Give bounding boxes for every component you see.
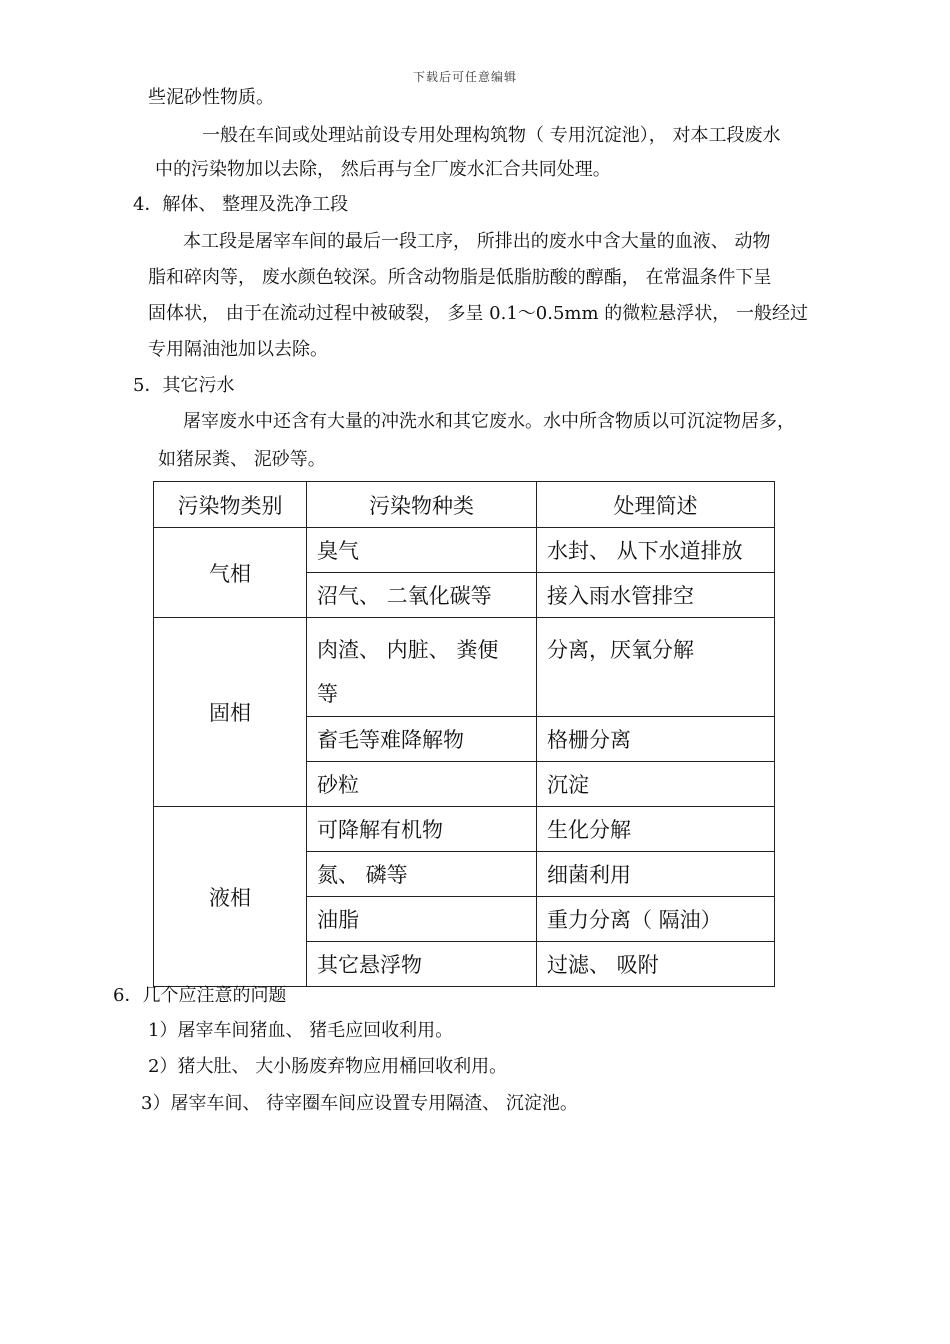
paragraph-line: 如猪尿粪、 泥砂等。 — [158, 449, 326, 470]
paragraph-line: 专用隔油池加以去除。 — [148, 339, 328, 360]
treatment-cell: 水封、 从下水道排放 — [537, 528, 775, 573]
type-cell — [307, 618, 537, 717]
table-row — [154, 528, 775, 573]
treatment-cell: 接入雨水管排空 — [537, 573, 775, 618]
paragraph-line: 中的污染物加以去除， 然后再与全厂废水汇合共同处理。 — [155, 159, 611, 180]
treatment-cell: 生化分解 — [537, 807, 775, 852]
type-cell: 可降解有机物 — [307, 807, 537, 852]
type-cell: 沼气、 二氧化碳等 — [307, 573, 537, 618]
header-type: 污染物种类 — [307, 482, 537, 528]
type-cell: 畜毛等难降解物 — [307, 717, 537, 762]
list-item: 2）猪大肚、 大小肠废弃物应用桶回收利用。 — [148, 1056, 508, 1077]
treatment-cell: 格栅分离 — [537, 717, 775, 762]
type-cell: 油脂 — [307, 897, 537, 942]
header-category: 污染物类别 — [154, 482, 307, 528]
pollutant-table — [153, 481, 775, 987]
table-row — [154, 618, 775, 717]
type-cell-line: 等 — [317, 682, 338, 706]
category-cell: 固相 — [154, 618, 307, 807]
paragraph-line: 固体状， 由于在流动过程中被破裂， 多呈 0.1～0.5mm 的微粒悬浮状， 一般经过 — [148, 303, 808, 324]
table-header-row — [154, 482, 775, 528]
section-heading-6: 6．几个应注意的问题 — [113, 985, 287, 1006]
treatment-cell: 重力分离（ 隔油） — [537, 897, 775, 942]
table-row — [154, 807, 775, 852]
treatment-cell: 沉淀 — [537, 762, 775, 807]
list-item: 1）屠宰车间猪血、 猪毛应回收利用。 — [148, 1020, 454, 1041]
type-cell: 砂粒 — [307, 762, 537, 807]
type-cell: 其它悬浮物 — [307, 942, 537, 987]
treatment-cell: 分离，厌氧分解 — [537, 618, 775, 717]
treatment-cell: 细菌利用 — [537, 852, 775, 897]
treatment-cell: 过滤、 吸附 — [537, 942, 775, 987]
header-treatment: 处理简述 — [537, 482, 775, 528]
paragraph-line: 屠宰废水中还含有大量的冲洗水和其它废水。水中所含物质以可沉淀物居多， — [183, 411, 795, 432]
download-watermark: 下载后可任意编辑 — [413, 70, 518, 84]
paragraph-line: 一般在车间或处理站前设专用处理构筑物（ 专用沉淀池）， 对本工段废水 — [202, 125, 781, 146]
category-cell: 气相 — [154, 528, 307, 618]
section-heading-4: 4．解体、 整理及洗净工段 — [133, 194, 349, 215]
paragraph-continuation: 些泥砂性物质。 — [148, 87, 274, 108]
paragraph-line: 本工段是屠宰车间的最后一段工序， 所排出的废水中含大量的血液、 动物 — [183, 231, 771, 252]
type-cell-line: 肉渣、 内脏、 粪便 — [317, 638, 499, 662]
category-cell: 液相 — [154, 807, 307, 987]
type-cell: 臭气 — [307, 528, 537, 573]
list-item: 3）屠宰车间、 待宰圈车间应设置专用隔渣、 沉淀池。 — [141, 1093, 578, 1114]
paragraph-line: 脂和碎肉等， 废水颜色较深。所含动物脂是低脂肪酸的醇酯， 在常温条件下呈 — [148, 267, 772, 288]
type-cell: 氮、 磷等 — [307, 852, 537, 897]
section-heading-5: 5．其它污水 — [133, 375, 235, 396]
